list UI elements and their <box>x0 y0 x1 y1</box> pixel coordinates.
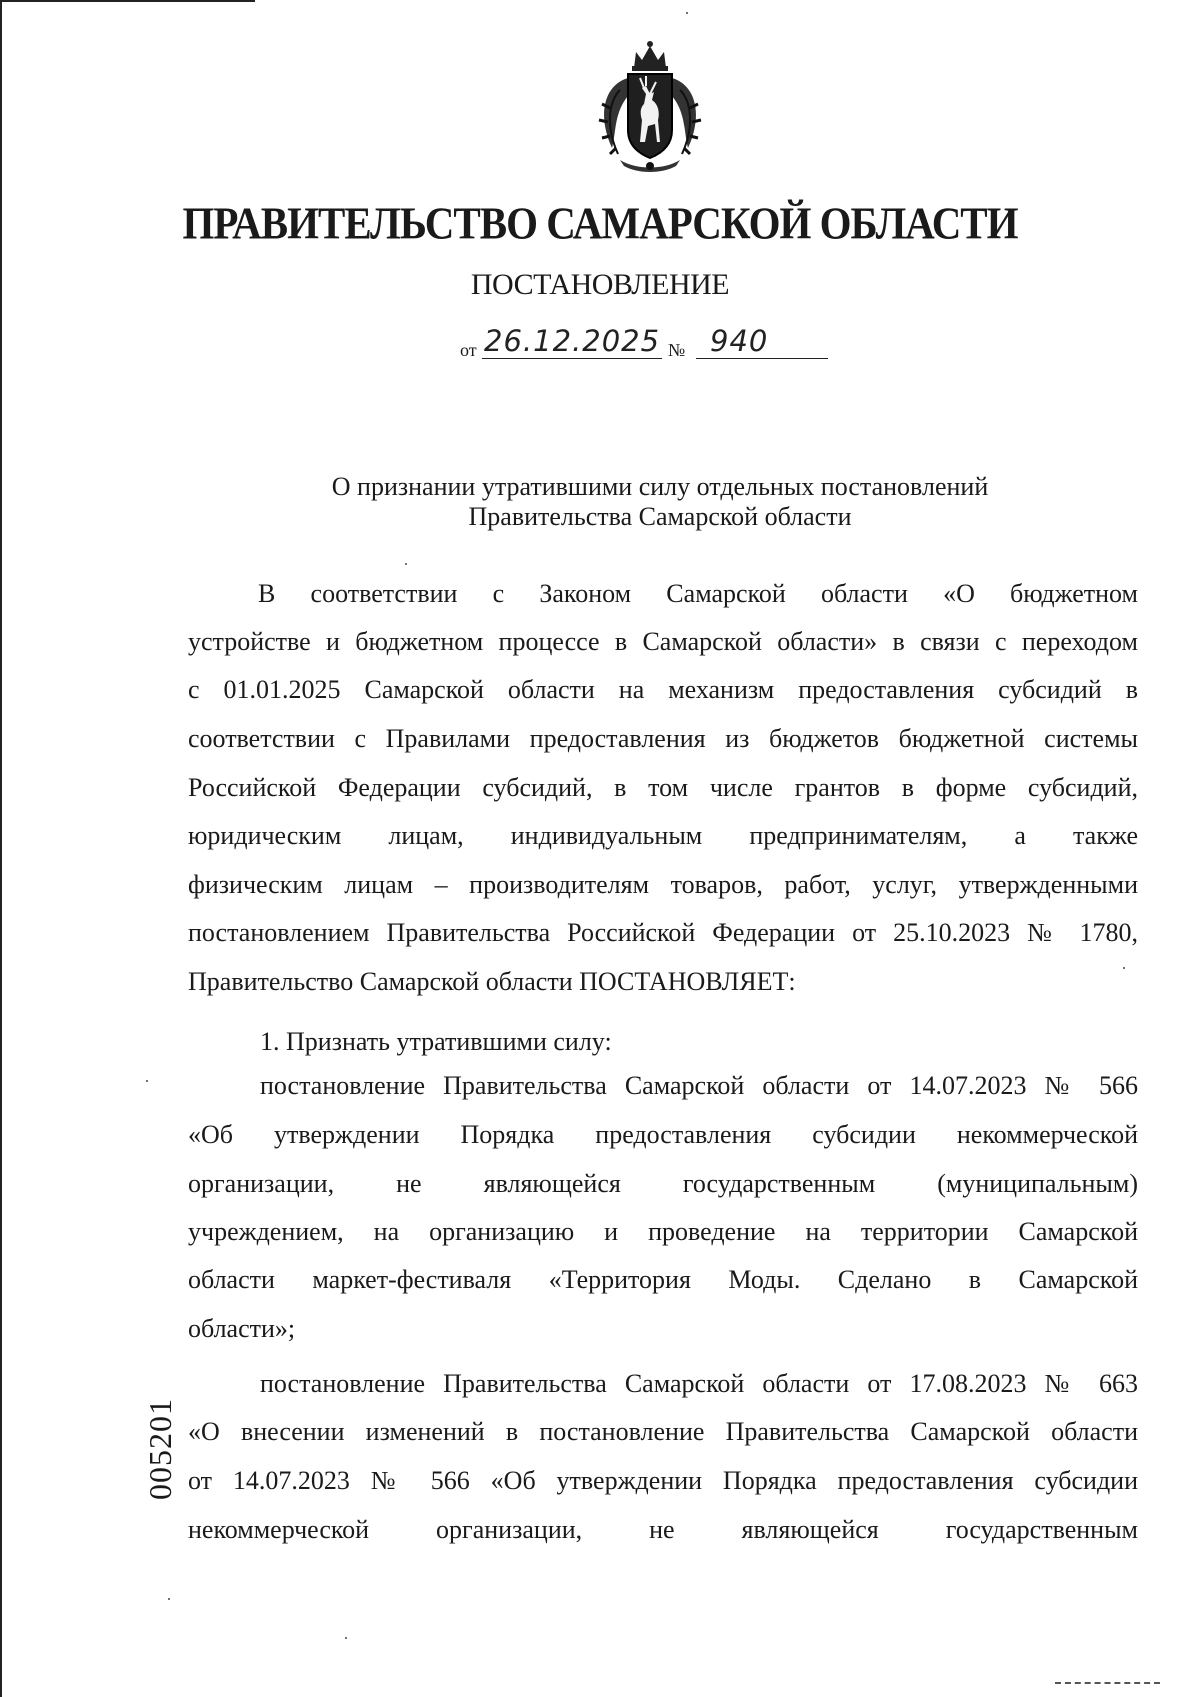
body-line: организации, не являющейся государственным (муниципальным) <box>188 1169 1138 1198</box>
margin-registration-number: 005201 <box>142 1398 178 1500</box>
scan-edge-left <box>0 0 2 1697</box>
document-type: ПОСТАНОВЛЕНИЕ <box>470 268 730 301</box>
subject-line: О признании утратившими силу отдельных постановлений <box>331 472 989 501</box>
scan-speck <box>686 12 688 14</box>
scan-speck <box>405 563 407 565</box>
organization-title: ПРАВИТЕЛЬСТВО САМАРСКОЙ ОБЛАСТИ <box>182 197 1018 249</box>
number-underline <box>696 358 828 359</box>
body-line: В соответствии с Законом Самарской области «О бюджетном <box>258 579 1138 608</box>
scan-speck <box>168 1598 170 1600</box>
body-line: соответствии с Правилами предоставления из бюджетов бюджетной системы <box>188 724 1138 753</box>
scan-speck <box>146 1080 148 1082</box>
date-number-line <box>460 324 860 368</box>
body-line: Правительство Самарской области ПОСТАНОВЛЯЕТ: <box>188 967 796 996</box>
document-subject <box>0 472 1200 532</box>
body-line: постановление Правительства Самарской области от 14.07.2023 № 566 <box>260 1071 1138 1100</box>
body-line: области маркет-фестиваля «Территория Моды. Сделано в Самарской <box>188 1265 1138 1294</box>
body-line: постановление Правительства Самарской области от 17.08.2023 № 663 <box>260 1369 1138 1398</box>
subject-line: Правительства Самарской области <box>468 502 852 531</box>
scan-edge-bottom <box>1055 1682 1160 1685</box>
body-line: области»; <box>188 1314 296 1343</box>
date-prefix: от <box>460 340 477 360</box>
body-line: с 01.01.2025 Самарской области на механизм предоставления субсидий в <box>188 675 1138 704</box>
number-handwritten: 940 <box>710 324 769 358</box>
body-line: 1. Признать утратившими силу: <box>260 1027 612 1056</box>
scan-speck <box>345 1637 347 1639</box>
body-line: юридическим лицам, индивидуальным предпринимателям, а также <box>188 821 1138 850</box>
scan-edge-top <box>0 0 255 2</box>
body-line: постановлением Правительства Российской Федерации от 25.10.2023 № 1780, <box>188 918 1138 947</box>
body-line: Российской Федерации субсидий, в том числе грантов в форме субсидий, <box>188 773 1138 802</box>
date-handwritten: 26.12.2025 <box>484 324 661 358</box>
body-line: «Об утверждении Порядка предоставления субсидии некоммерческой <box>188 1120 1138 1149</box>
body-line: от 14.07.2023 № 566 «Об утверждении Порядка предоставления субсидии <box>188 1466 1138 1495</box>
body-line: учреждением, на организацию и проведение на территории Самарской <box>188 1217 1138 1246</box>
date-underline <box>482 358 662 359</box>
body-line: некоммерческой организации, не являющейся государственным <box>188 1515 1138 1544</box>
body-line: физическим лицам – производителям товаров, работ, услуг, утвержденными <box>188 870 1138 899</box>
body-line: устройстве и бюджетном процессе в Самарской области» в связи с переходом <box>188 627 1138 656</box>
body-line: «О внесении изменений в постановление Правительства Самарской области <box>188 1417 1138 1446</box>
coat-of-arms-icon <box>590 38 710 174</box>
number-sign: № <box>668 340 686 360</box>
